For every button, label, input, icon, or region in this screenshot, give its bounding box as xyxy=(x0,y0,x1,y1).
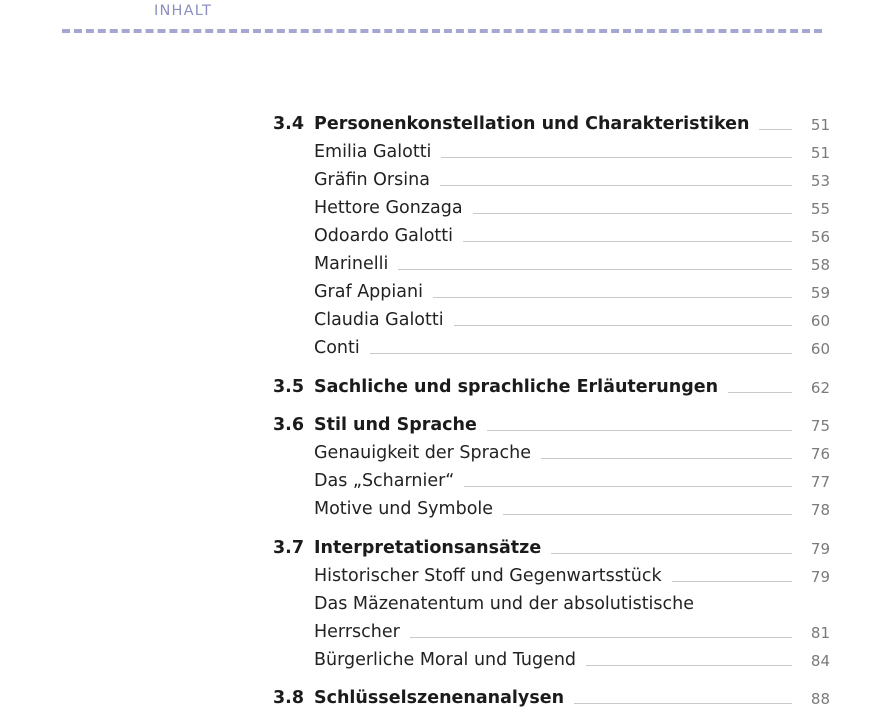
toc-leader-line xyxy=(728,392,792,393)
toc-leader-line xyxy=(574,703,792,704)
toc-page-number: 81 xyxy=(810,624,830,642)
toc-subentry[interactable] xyxy=(0,198,896,226)
toc-section-entry[interactable] xyxy=(0,415,896,443)
toc-leader-line xyxy=(487,430,792,431)
toc-entry-title: Personenkonstellation und Charakteristiken xyxy=(314,114,750,134)
toc-leader-line xyxy=(433,297,792,298)
toc-entry-title: Motive und Symbole xyxy=(314,499,494,519)
toc-subentry[interactable] xyxy=(0,622,896,650)
toc-entry-title: Odoardo Galotti xyxy=(314,226,454,246)
toc-page-number: 60 xyxy=(810,312,830,330)
toc-page-number: 59 xyxy=(810,284,830,302)
toc-entry-title: Emilia Galotti xyxy=(314,142,432,162)
toc-page-number: 75 xyxy=(810,417,830,435)
toc-leader-line xyxy=(541,458,792,459)
toc-entry-title: Bürgerliche Moral und Tugend xyxy=(314,650,577,670)
toc-entry-title: Sachliche und sprachliche Erläuterungen xyxy=(314,377,719,397)
toc-subentry[interactable] xyxy=(0,566,896,594)
toc-section-entry[interactable] xyxy=(0,538,896,566)
toc-page-number: 56 xyxy=(810,228,830,246)
toc-page-number: 51 xyxy=(810,116,830,134)
toc-page-number: 84 xyxy=(810,652,830,670)
toc-leader-line xyxy=(503,514,792,515)
toc-page-number: 51 xyxy=(810,144,830,162)
toc-page-number: 62 xyxy=(810,379,830,397)
toc-entry-title: Historischer Stoff und Gegenwartsstück xyxy=(314,566,662,586)
toc-page-number: 53 xyxy=(810,172,830,190)
toc-section-number: 3.4 xyxy=(273,114,305,134)
toc-section-number: 3.7 xyxy=(273,538,305,558)
toc-page-number: 77 xyxy=(810,473,830,491)
toc-page-number: 79 xyxy=(810,568,830,586)
toc-subentry[interactable] xyxy=(0,310,896,338)
toc-entry-title: Interpretationsansätze xyxy=(314,538,542,558)
toc-entry-title: Herrscher xyxy=(314,622,400,642)
toc-subentry[interactable] xyxy=(0,282,896,310)
toc-leader-line xyxy=(759,129,792,130)
toc-page-number: 78 xyxy=(810,501,830,519)
toc-entry-title: Claudia Galotti xyxy=(314,310,444,330)
toc-entry-title: Gräfin Orsina xyxy=(314,170,430,190)
toc-section-number: 3.5 xyxy=(273,377,305,397)
toc-leader-line xyxy=(473,213,792,214)
toc-subentry[interactable] xyxy=(0,170,896,198)
toc-subentry[interactable] xyxy=(0,443,896,471)
toc-subentry[interactable] xyxy=(0,254,896,282)
toc-entry-title: Schlüsselszenenanalysen xyxy=(314,688,565,708)
toc-subentry[interactable] xyxy=(0,650,896,678)
toc-leader-line xyxy=(454,325,792,326)
toc-section-number: 3.8 xyxy=(273,688,305,708)
toc-subentry[interactable] xyxy=(0,142,896,170)
toc-entry-title: Das „Scharnier“ xyxy=(314,471,455,491)
header-divider xyxy=(62,29,822,33)
toc-leader-line xyxy=(586,665,792,666)
toc-leader-line xyxy=(551,553,792,554)
toc-subentry[interactable] xyxy=(0,499,896,527)
toc-leader-line xyxy=(463,241,792,242)
toc-subentry[interactable] xyxy=(0,594,896,622)
toc-leader-line xyxy=(440,185,792,186)
toc-entry-title: Das Mäzenatentum und der absolutistische xyxy=(314,594,695,614)
toc-subentry[interactable] xyxy=(0,226,896,254)
toc-leader-line xyxy=(410,637,792,638)
toc-section-entry[interactable] xyxy=(0,688,896,716)
toc-entry-title: Hettore Gonzaga xyxy=(314,198,463,218)
toc-leader-line xyxy=(672,581,792,582)
toc-subentry[interactable] xyxy=(0,471,896,499)
toc-entry-title: Stil und Sprache xyxy=(314,415,477,435)
toc-section-entry[interactable] xyxy=(0,377,896,405)
toc-leader-line xyxy=(398,269,792,270)
toc-entry-title: Conti xyxy=(314,338,360,358)
toc-page-number: 79 xyxy=(810,540,830,558)
toc-page-number: 88 xyxy=(810,690,830,708)
toc-entry-title: Graf Appiani xyxy=(314,282,423,302)
header-label: INHALT xyxy=(154,3,213,19)
toc-section-number: 3.6 xyxy=(273,415,305,435)
toc-subentry[interactable] xyxy=(0,338,896,366)
toc-page-number: 60 xyxy=(810,340,830,358)
toc-page-number: 58 xyxy=(810,256,830,274)
toc-page-number: 55 xyxy=(810,200,830,218)
toc-section-entry[interactable] xyxy=(0,114,896,142)
toc-page-number: 76 xyxy=(810,445,830,463)
toc-leader-line xyxy=(370,353,792,354)
toc-entry-title: Marinelli xyxy=(314,254,389,274)
toc-entry-title: Genauigkeit der Sprache xyxy=(314,443,532,463)
toc-leader-line xyxy=(441,157,792,158)
toc-leader-line xyxy=(464,486,792,487)
